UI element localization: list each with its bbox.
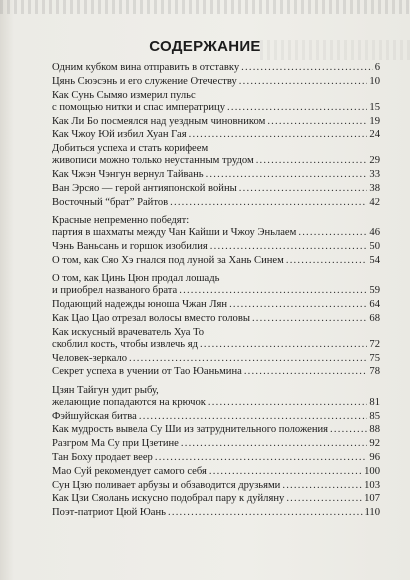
dot-leader [267, 116, 367, 128]
toc-entry [52, 169, 380, 181]
toc-page-number: 78 [369, 366, 380, 378]
toc-entry [52, 241, 380, 253]
toc-entry-title-line: и приобрел названого брата [52, 285, 178, 297]
toc-entry-row [52, 76, 380, 88]
toc-entry [52, 353, 380, 365]
toc-entry [52, 507, 380, 519]
toc-entry [52, 385, 380, 409]
show-through-text [0, 0, 410, 14]
toc-entry-row [52, 493, 380, 505]
toc-entry-title-line: желающие попадаются на крючок [52, 396, 206, 408]
toc-entry-row [52, 397, 380, 409]
toc-entry-title-line: Человек-зеркало [52, 352, 128, 364]
toc-entry-row [52, 366, 380, 378]
dot-leader [200, 339, 367, 351]
toc-entry-row [52, 452, 380, 464]
toc-page-number: 46 [369, 227, 380, 239]
toc-entry-row [52, 227, 380, 239]
toc-entry [52, 466, 380, 478]
dot-leader [129, 353, 367, 365]
toc-page-number: 92 [369, 438, 380, 450]
dot-leader [286, 255, 368, 267]
toc-entry [52, 480, 380, 492]
dot-leader [208, 397, 368, 409]
dot-leader [210, 241, 368, 253]
toc-entry-title-line: О том, как Сяо Хэ гнался под луной за Хань Синем [52, 254, 284, 266]
toc-entry [52, 255, 380, 267]
toc-entry-title-line: партия в шахматы между Чан Кайши и Чжоу Эньлаем [52, 227, 297, 239]
toc-entry-row [52, 116, 380, 128]
dot-leader [209, 466, 362, 478]
toc-entry-title-line: Тан Боху продает веер [52, 451, 153, 463]
dot-leader [298, 227, 367, 239]
toc-entry-row [52, 466, 380, 478]
toc-entry [52, 313, 380, 325]
toc-entry-row [52, 285, 380, 297]
table-of-contents [52, 62, 380, 521]
toc-entry-row [52, 353, 380, 365]
dot-leader [189, 129, 368, 141]
toc-page-number: 50 [369, 240, 380, 252]
toc-entry [52, 438, 380, 450]
toc-entry-title-line: Цзян Тайгун удит рыбу, [52, 384, 159, 396]
page-title: СОДЕРЖАНИЕ [149, 38, 261, 55]
toc-entry-title-line: Красные непременно победят: [52, 214, 190, 226]
toc-entry-title-line: Как Цао Цао отрезал волосы вместо головы [52, 312, 250, 324]
toc-entry-title-line: Восточный “брат” Райтов [52, 196, 169, 208]
toc-entry-title-line: Цянь Сюэсэнь и его служение Отечеству [52, 75, 237, 87]
toc-entry-title-line: Как мудрость вывела Су Ши из затруднительного положения [52, 424, 329, 436]
toc-entry [52, 273, 380, 297]
toc-entry-title-line: Фэйшуйская битва [52, 410, 137, 422]
toc-entry-row [52, 102, 380, 114]
toc-entry [52, 493, 380, 505]
dot-leader [229, 299, 367, 311]
toc-entry-row [52, 169, 380, 181]
toc-page-number: 110 [364, 507, 380, 519]
toc-page-number: 24 [369, 129, 380, 141]
toc-entry-title-line: Как Чжоу Юй избил Хуан Гая [52, 129, 187, 141]
dot-leader [256, 155, 368, 167]
dot-leader [244, 366, 368, 378]
toc-page-number: 96 [369, 451, 380, 463]
toc-entry [52, 90, 380, 114]
toc-entry-title-line: Как Цзи Сяолань искусно подобрал пару к дуйляну [52, 493, 285, 505]
toc-entry [52, 366, 380, 378]
dot-leader [139, 411, 368, 423]
toc-entry [52, 62, 380, 74]
toc-entry-title-line: Разгром Ма Су при Цзетине [52, 438, 179, 450]
toc-page-number: 59 [369, 285, 380, 297]
dot-leader [181, 438, 368, 450]
toc-entry [52, 76, 380, 88]
toc-entry-title-line: Как Чжэн Чэнгун вернул Тайвань [52, 169, 204, 181]
dot-leader [252, 313, 367, 325]
toc-entry-title-line: Секрет успеха в учении от Тао Юаньмина [52, 366, 242, 378]
toc-entry [52, 197, 380, 209]
toc-entry-row [52, 183, 380, 195]
dot-leader [206, 169, 368, 181]
toc-entry [52, 299, 380, 311]
toc-entry-title-line: Как искусный врачеватель Хуа То [52, 326, 205, 338]
toc-entry-title-line: Как Ли Бо посмеялся над уездным чиновником [52, 115, 266, 127]
toc-page-number: 68 [369, 312, 380, 324]
dot-leader [155, 452, 368, 464]
toc-entry-title-line: Добиться успеха и стать корифеем [52, 143, 209, 155]
toc-entry-title-line: Одним кубком вина отправить в отставку [52, 62, 240, 73]
toc-entry-title-line: скоблил кость, чтобы извлечь яд [52, 338, 199, 350]
toc-page-number: 107 [364, 493, 380, 505]
toc-entry-title-line: с помощью нитки и спас императрицу [52, 101, 226, 113]
dot-leader [227, 102, 367, 114]
toc-page-number: 29 [369, 155, 380, 167]
toc-page-number: 75 [369, 352, 380, 364]
toc-entry-row [52, 424, 380, 436]
toc-entry-row [52, 129, 380, 141]
toc-entry-row [52, 62, 380, 74]
dot-leader [282, 480, 362, 492]
toc-entry-row [52, 411, 380, 423]
toc-entry [52, 215, 380, 239]
toc-entry [52, 452, 380, 464]
toc-page-number: 6 [374, 62, 380, 73]
toc-page-number: 33 [369, 169, 380, 181]
toc-entry-row [52, 255, 380, 267]
toc-page-number: 103 [364, 479, 380, 491]
toc-entry-row [52, 155, 380, 167]
toc-entry-row [52, 313, 380, 325]
toc-page-number: 64 [369, 298, 380, 310]
toc-entry-title-line: Сун Цзю поливает арбузы и обзаводится друзьями [52, 479, 281, 491]
toc-entry-title-line: Ван Эрсяо — герой антияпонской войны [52, 182, 237, 194]
toc-entry-title-line: Мао Суй рекомендует самого себя [52, 465, 207, 477]
toc-entry [52, 411, 380, 423]
dot-leader [330, 424, 367, 436]
toc-entry [52, 424, 380, 436]
toc-entry-title-line: О том, как Цинь Цюн продал лошадь [52, 272, 220, 284]
toc-entry-row [52, 480, 380, 492]
toc-page-number: 38 [369, 182, 380, 194]
toc-entry [52, 143, 380, 167]
dot-leader [239, 76, 368, 88]
dot-leader [170, 197, 367, 209]
toc-entry-row [52, 241, 380, 253]
toc-entry-row [52, 507, 380, 519]
dot-leader [168, 507, 362, 519]
toc-page-number: 10 [369, 75, 380, 87]
toc-entry-row [52, 438, 380, 450]
toc-page-number: 54 [369, 254, 380, 266]
toc-entry-title-line: живописи можно только неустанным трудом [52, 155, 254, 167]
toc-page-number: 85 [369, 410, 380, 422]
dot-leader [239, 183, 368, 195]
toc-entry [52, 183, 380, 195]
toc-entry-row [52, 197, 380, 209]
toc-page-number: 81 [369, 396, 380, 408]
toc-page-number: 88 [369, 424, 380, 436]
dot-leader [179, 285, 367, 297]
toc-entry-title-line: Чэнь Ваньсань и горшок изобилия [52, 240, 208, 252]
toc-page-number: 19 [369, 115, 380, 127]
toc-entry-title-line: Подающий надежды юноша Чжан Лян [52, 298, 228, 310]
toc-page-number: 15 [369, 101, 380, 113]
toc-entry [52, 327, 380, 351]
toc-page-number: 72 [369, 338, 380, 350]
toc-entry-row [52, 339, 380, 351]
toc-page-number: 100 [364, 465, 380, 477]
toc-entry [52, 116, 380, 128]
toc-page-number: 42 [369, 196, 380, 208]
toc-entry-row [52, 299, 380, 311]
toc-entry-title-line: Как Сунь Сымяо измерил пульс [52, 89, 196, 101]
dot-leader [241, 62, 373, 74]
dot-leader [286, 493, 362, 505]
toc-entry [52, 129, 380, 141]
toc-entry-title-line: Поэт-патриот Цюй Юань [52, 507, 167, 519]
